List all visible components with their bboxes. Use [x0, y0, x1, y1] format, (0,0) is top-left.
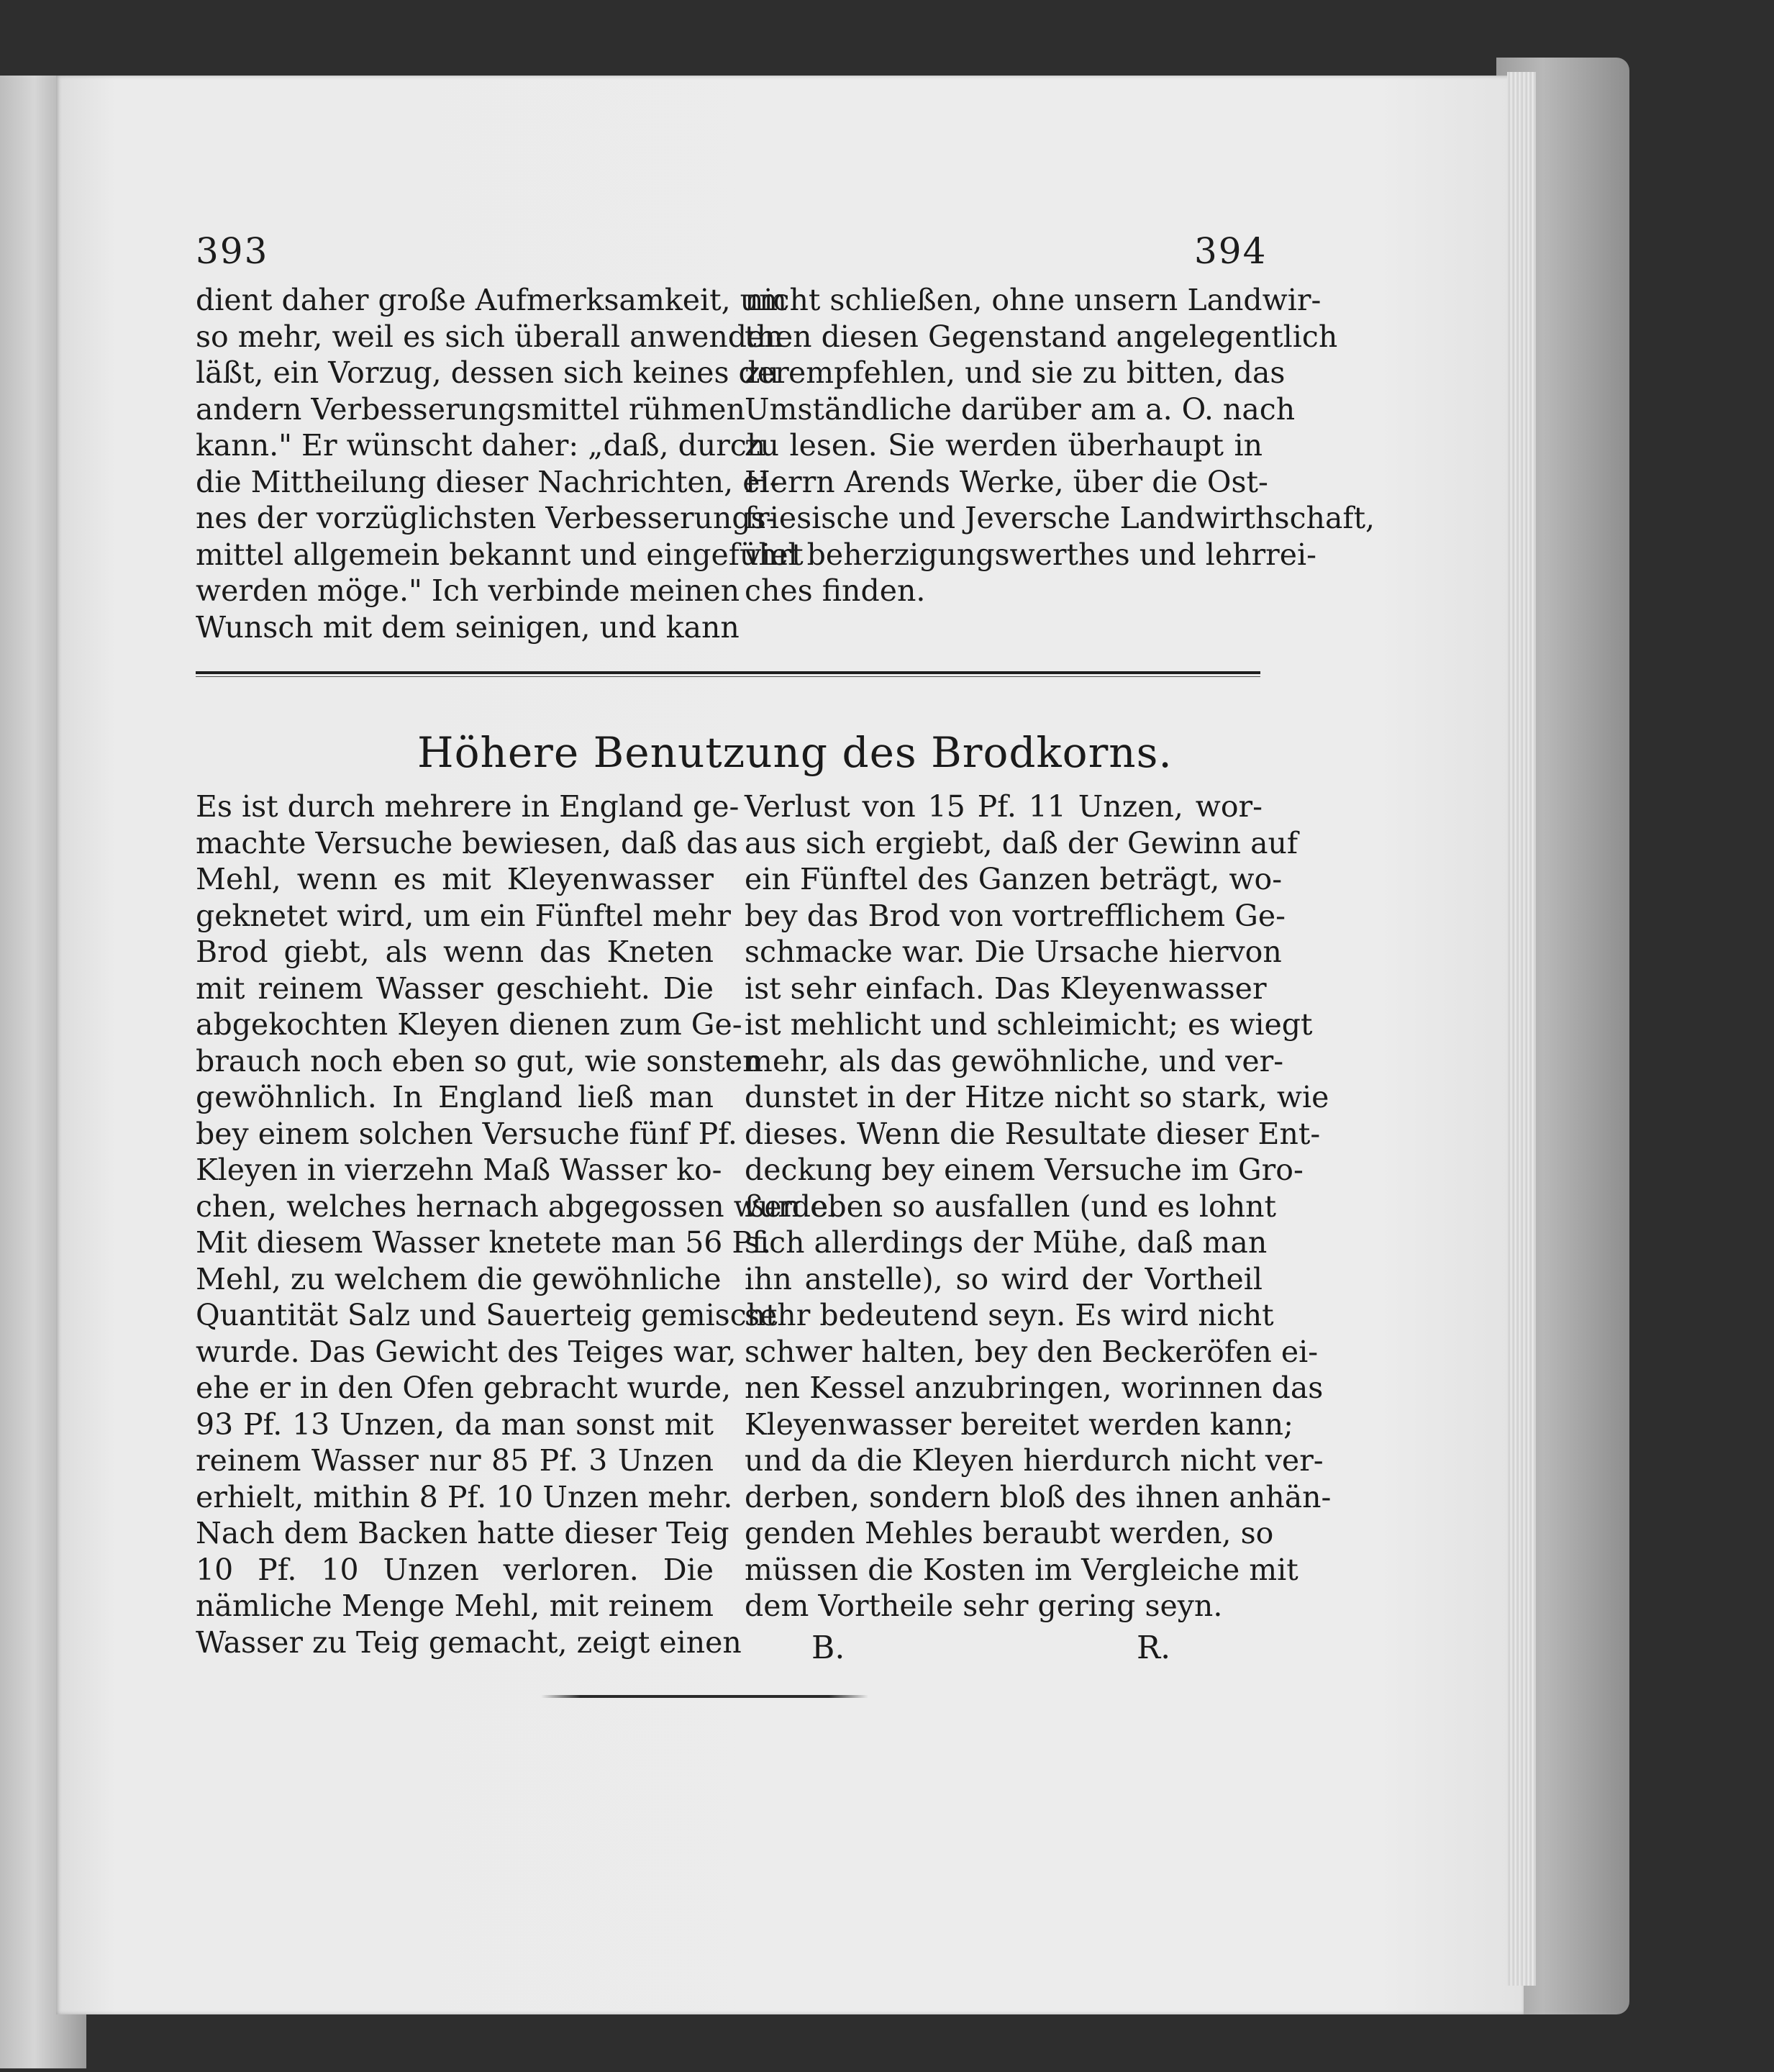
- text-line: dieses. Wenn die Resultate dieser Ent-: [745, 1116, 1321, 1151]
- text-line: Kleyenwasser bereitet werden kann;: [745, 1407, 1293, 1442]
- signature-right: R.: [1137, 1630, 1171, 1666]
- text-line: 93 Pf. 13 Unzen, da man sonst mit: [196, 1407, 714, 1442]
- text-line: mit reinem Wasser geschieht. Die: [196, 971, 714, 1006]
- text-line: wurde. Das Gewicht des Teiges war,: [196, 1334, 737, 1369]
- text-line: genden Mehles beraubt werden, so: [745, 1516, 1274, 1550]
- text-line: dem Vortheile sehr gering seyn.: [745, 1589, 1223, 1623]
- text-line: Verlust von 15 Pf. 11 Unzen, wor-: [745, 789, 1263, 824]
- text-line: machte Versuche bewiesen, daß das: [196, 825, 738, 860]
- top-right-column: [745, 282, 1375, 609]
- text-line: Es ist durch mehrere in England ge-: [196, 789, 740, 824]
- text-line: müssen die Kosten im Vergleiche mit: [745, 1552, 1298, 1587]
- text-line: Brod giebt, als wenn das Kneten: [196, 935, 714, 969]
- article-heading: Höhere Benutzung des Brodkorns.: [417, 728, 1173, 777]
- article-right-column: [745, 789, 1332, 1625]
- text-line: so mehr, weil es sich überall anwenden: [196, 319, 783, 354]
- text-line: erhielt, mithin 8 Pf. 10 Unzen mehr.: [196, 1479, 733, 1514]
- text-line: Herrn Arends Werke, über die Ost-: [745, 464, 1268, 499]
- text-line: Kleyen in vierzehn Maß Wasser ko-: [196, 1153, 722, 1187]
- text-line: andern Verbesserungsmittel rühmen: [196, 391, 745, 427]
- text-line: Mehl, zu welchem die gewöhnliche: [196, 1261, 722, 1296]
- text-line: mehr, als das gewöhnliche, und ver-: [745, 1043, 1284, 1078]
- end-rule: [541, 1695, 868, 1698]
- text-line: ist sehr einfach. Das Kleyenwasser: [745, 971, 1267, 1006]
- text-line: reinem Wasser nur 85 Pf. 3 Unzen: [196, 1443, 714, 1478]
- text-line: werden möge." Ich verbinde meinen: [196, 573, 740, 608]
- text-line: dunstet in der Hitze nicht so stark, wie: [745, 1080, 1329, 1114]
- text-line: geknetet wird, um ein Fünftel mehr: [196, 898, 731, 933]
- text-line: Wasser zu Teig gemacht, zeigt einen: [196, 1625, 742, 1660]
- text-line: nes der vorzüglichsten Verbesserungs-: [196, 501, 776, 535]
- text-line: zu empfehlen, und sie zu bitten, das: [745, 355, 1286, 390]
- text-line: Mit diesem Wasser knetete man 56 Pf.: [196, 1225, 771, 1260]
- top-left-column: [196, 282, 804, 645]
- text-line: sich allerdings der Mühe, daß man: [745, 1225, 1268, 1260]
- page-number-right: 394: [1194, 230, 1268, 272]
- text-line: ist mehlicht und schleimicht; es wiegt: [745, 1007, 1313, 1042]
- text-line: nen Kessel anzubringen, worinnen das: [745, 1371, 1324, 1405]
- text-line: läßt, ein Vorzug, dessen sich keines der: [196, 355, 789, 390]
- text-line: Wunsch mit dem seinigen, und kann: [196, 609, 740, 645]
- text-line: zu lesen. Sie werden überhaupt in: [745, 428, 1263, 463]
- text-line: viel beherzigungswerthes und lehrrei-: [745, 537, 1316, 572]
- text-line: friesische und Jeversche Landwirthschaft,: [745, 501, 1375, 535]
- text-line: ehe er in den Ofen gebracht wurde,: [196, 1371, 732, 1405]
- text-line: Umständliche darüber am a. O. nach: [745, 391, 1296, 427]
- text-line: abgekochten Kleyen dienen zum Ge-: [196, 1007, 742, 1042]
- text-line: chen, welches hernach abgegossen wurde.: [196, 1189, 838, 1224]
- text-line: gewöhnlich. In England ließ man: [196, 1080, 714, 1114]
- text-line: then diesen Gegenstand angelegentlich: [745, 319, 1338, 354]
- text-line: schwer halten, bey den Beckeröfen ei-: [745, 1334, 1319, 1369]
- article-left-column: [196, 789, 838, 1660]
- page-number-left: 393: [196, 230, 269, 272]
- text-line: die Mittheilung dieser Nachrichten, ei-: [196, 464, 780, 499]
- text-line: sehr bedeutend seyn. Es wird nicht: [745, 1298, 1274, 1332]
- text-line: derben, sondern bloß des ihnen anhän-: [745, 1479, 1332, 1514]
- text-line: dient daher große Aufmerksamkeit, um: [196, 283, 787, 317]
- text-line: Mehl, wenn es mit Kleyenwasser: [196, 862, 714, 896]
- text-line: aus sich ergiebt, daß der Gewinn auf: [745, 825, 1298, 860]
- signature-left: B.: [811, 1630, 845, 1666]
- text-line: schmacke war. Die Ursache hiervon: [745, 935, 1282, 969]
- text-line: Nach dem Backen hatte dieser Teig: [196, 1516, 729, 1550]
- section-divider: [196, 671, 1260, 677]
- text-line: deckung bey einem Versuche im Gro-: [745, 1153, 1304, 1187]
- text-line: bey einem solchen Versuche fünf Pf.: [196, 1116, 737, 1151]
- text-line: ches finden.: [745, 573, 926, 608]
- text-line: mittel allgemein bekannt und eingeführt: [196, 537, 804, 572]
- text-line: bey das Brod von vortrefflichem Ge-: [745, 898, 1286, 933]
- text-line: 10 Pf. 10 Unzen verloren. Die: [196, 1552, 714, 1587]
- text-line: ßen eben so ausfallen (und es lohnt: [745, 1189, 1277, 1224]
- text-line: Quantität Salz und Sauerteig gemischt: [196, 1298, 778, 1332]
- text-line: nämliche Menge Mehl, mit reinem: [196, 1589, 714, 1623]
- text-line: ein Fünftel des Ganzen beträgt, wo-: [745, 862, 1283, 896]
- text-line: brauch noch eben so gut, wie sonsten: [196, 1043, 762, 1078]
- text-line: kann." Er wünscht daher: „daß, durch: [196, 428, 766, 463]
- text-line: nicht schließen, ohne unsern Landwir-: [745, 283, 1322, 317]
- text-line: und da die Kleyen hierdurch nicht ver-: [745, 1443, 1324, 1478]
- page-stack-edge: [1507, 72, 1536, 1986]
- text-line: ihn anstelle), so wird der Vortheil: [745, 1261, 1263, 1296]
